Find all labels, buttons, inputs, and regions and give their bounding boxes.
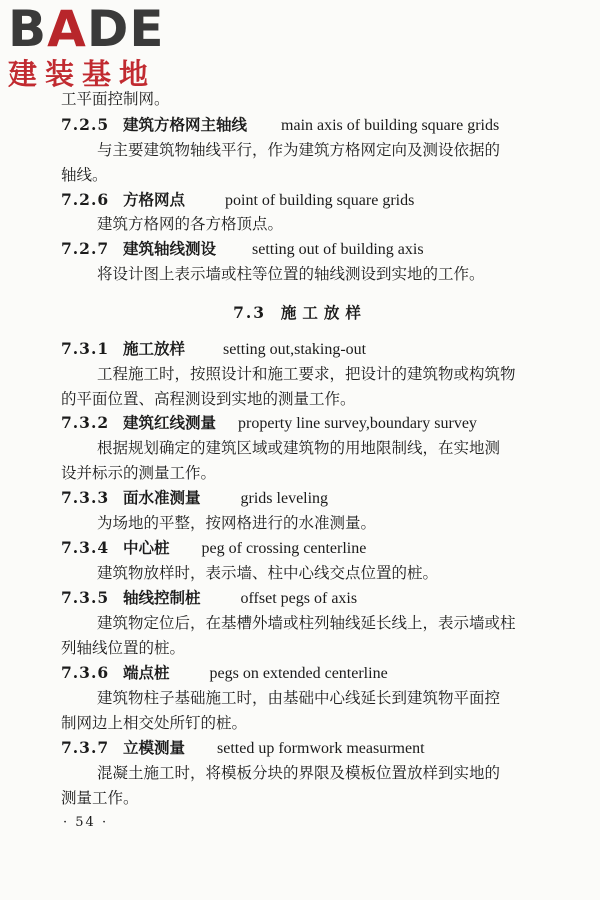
section-number: 7.3	[233, 303, 267, 322]
top-fragment: 工平面控制网。	[61, 90, 170, 108]
term-number: 7.3.7	[61, 738, 110, 757]
logo-wordmark: BADE	[8, 0, 165, 58]
term-english: peg of crossing centerline	[201, 540, 367, 557]
page-number: · 54 ·	[63, 815, 109, 830]
term-english: property line survey,boundary survey	[238, 415, 477, 432]
term-chinese: 建筑方格网主轴线	[123, 115, 248, 134]
term-entry	[61, 537, 366, 560]
term-entry	[61, 114, 499, 137]
term-chinese: 面水准测量	[123, 488, 201, 507]
term-number: 7.3.6	[61, 663, 110, 682]
term-definition: 建筑物柱子基础施工时，由基础中心线延长到建筑物平面控	[97, 689, 501, 707]
term-entry	[61, 662, 388, 685]
term-definition: 建筑物定位后，在基槽外墙或柱列轴线延长线上，表示墙或柱	[97, 614, 516, 632]
logo-subtitle: 建装基地	[8, 57, 157, 91]
term-english: grids leveling	[240, 490, 329, 507]
term-definition: 列轴线位置的桩。	[61, 639, 186, 657]
term-english: main axis of building square grids	[281, 117, 500, 134]
term-chinese: 立模测量	[123, 738, 186, 757]
term-english: point of building square grids	[225, 192, 415, 209]
term-definition: 混凝土施工时，将模板分块的界限及模板位置放样到实地的	[97, 764, 501, 782]
term-definition: 的平面位置、高程测设到实地的测量工作。	[61, 390, 356, 408]
term-definition: 测量工作。	[61, 789, 139, 807]
term-entry	[61, 737, 425, 760]
term-definition: 与主要建筑物轴线平行，作为建筑方格网定向及测设依据的	[97, 141, 501, 159]
term-definition: 轴线。	[61, 166, 108, 184]
term-english: pegs on extended centerline	[209, 665, 388, 682]
term-chinese: 轴线控制桩	[123, 588, 201, 607]
term-definition: 将设计图上表示墙或柱等位置的轴线测设到实地的工作。	[97, 265, 485, 283]
term-definition: 工程施工时，按照设计和施工要求，把设计的建筑物或构筑物	[97, 365, 516, 383]
term-entry	[61, 238, 424, 261]
term-english: setted up formwork measurment	[217, 740, 425, 757]
term-entry	[61, 338, 366, 361]
term-chinese: 建筑红线测量	[123, 413, 217, 432]
term-entry	[61, 412, 477, 435]
term-number: 7.2.7	[61, 239, 110, 258]
section-heading	[0, 301, 600, 323]
term-entry	[61, 189, 414, 212]
section-title: 施工放样	[280, 303, 367, 322]
term-number: 7.3.5	[61, 588, 110, 607]
term-chinese: 端点桩	[123, 663, 170, 682]
term-number: 7.2.5	[61, 115, 110, 134]
term-definition: 建筑方格网的各方格顶点。	[97, 215, 284, 233]
term-definition: 根据规划确定的建筑区域或建筑物的用地限制线，在实地测	[97, 439, 501, 457]
term-number: 7.3.3	[61, 488, 110, 507]
bade-logo	[2, 2, 177, 94]
term-chinese: 中心桩	[123, 538, 170, 557]
term-number: 7.2.6	[61, 190, 110, 209]
term-definition: 建筑物放样时，表示墙、柱中心线交点位置的桩。	[97, 564, 439, 582]
term-number: 7.3.2	[61, 413, 110, 432]
term-chinese: 方格网点	[123, 190, 186, 209]
term-english: setting out,staking-out	[223, 341, 367, 358]
term-definition: 设并标示的测量工作。	[61, 464, 217, 482]
term-definition: 为场地的平整，按网格进行的水准测量。	[97, 514, 377, 532]
term-chinese: 建筑轴线测设	[123, 239, 217, 258]
term-entry	[61, 587, 357, 610]
term-entry	[61, 487, 328, 510]
term-english: setting out of building axis	[252, 241, 424, 258]
term-english: offset pegs of axis	[240, 590, 358, 607]
term-number: 7.3.4	[61, 538, 110, 557]
term-definition: 制网边上相交处所钉的桩。	[61, 714, 248, 732]
term-chinese: 施工放样	[123, 339, 186, 358]
term-number: 7.3.1	[61, 339, 110, 358]
